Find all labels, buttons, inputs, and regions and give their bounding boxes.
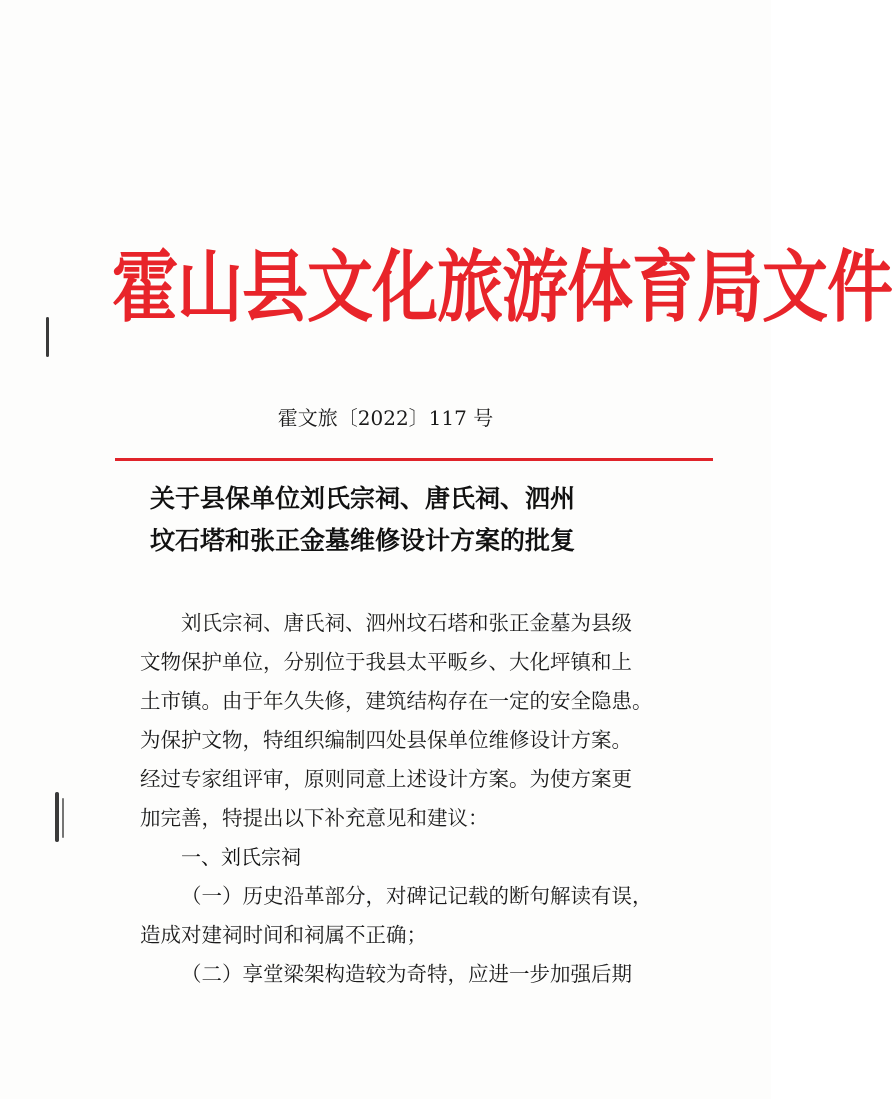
document-header-title: 霍山县文化旅游体育局文件 xyxy=(112,241,892,333)
section-heading: 一、刘氏宗祠 xyxy=(181,845,301,869)
body-line: 文物保护单位，分别位于我县太平畈乡、大化坪镇和上 xyxy=(140,650,632,674)
body-line: （一）历史沿革部分，对碑记记载的断句解读有误， xyxy=(181,884,653,908)
body-line: 为保护文物，特组织编制四处县保单位维修设计方案。 xyxy=(140,728,632,752)
document-title-line: 坟石塔和张正金墓维修设计方案的批复 xyxy=(150,526,576,555)
document-number: 霍文旅〔2022〕117 号 xyxy=(277,406,494,430)
red-divider-line xyxy=(115,458,713,461)
body-line: 刘氏宗祠、唐氏祠、泗州坟石塔和张正金墓为县级 xyxy=(181,611,632,635)
binding-staple-mark xyxy=(55,792,59,842)
binding-staple-mark xyxy=(62,798,64,838)
body-line: 经过专家组评审，原则同意上述设计方案。为使方案更 xyxy=(140,767,632,791)
body-line: 加完善，特提出以下补充意见和建议： xyxy=(140,806,489,830)
body-line: （二）享堂梁架构造较为奇特，应进一步加强后期 xyxy=(181,962,632,986)
document-body xyxy=(140,604,700,994)
binding-staple-mark xyxy=(46,317,49,357)
body-line: 造成对建祠时间和祠属不正确； xyxy=(140,923,427,947)
document-title xyxy=(150,478,690,562)
body-line: 土市镇。由于年久失修，建筑结构存在一定的安全隐患。 xyxy=(140,689,653,713)
document-title-line: 关于县保单位刘氏宗祠、唐氏祠、泗州 xyxy=(150,484,576,513)
